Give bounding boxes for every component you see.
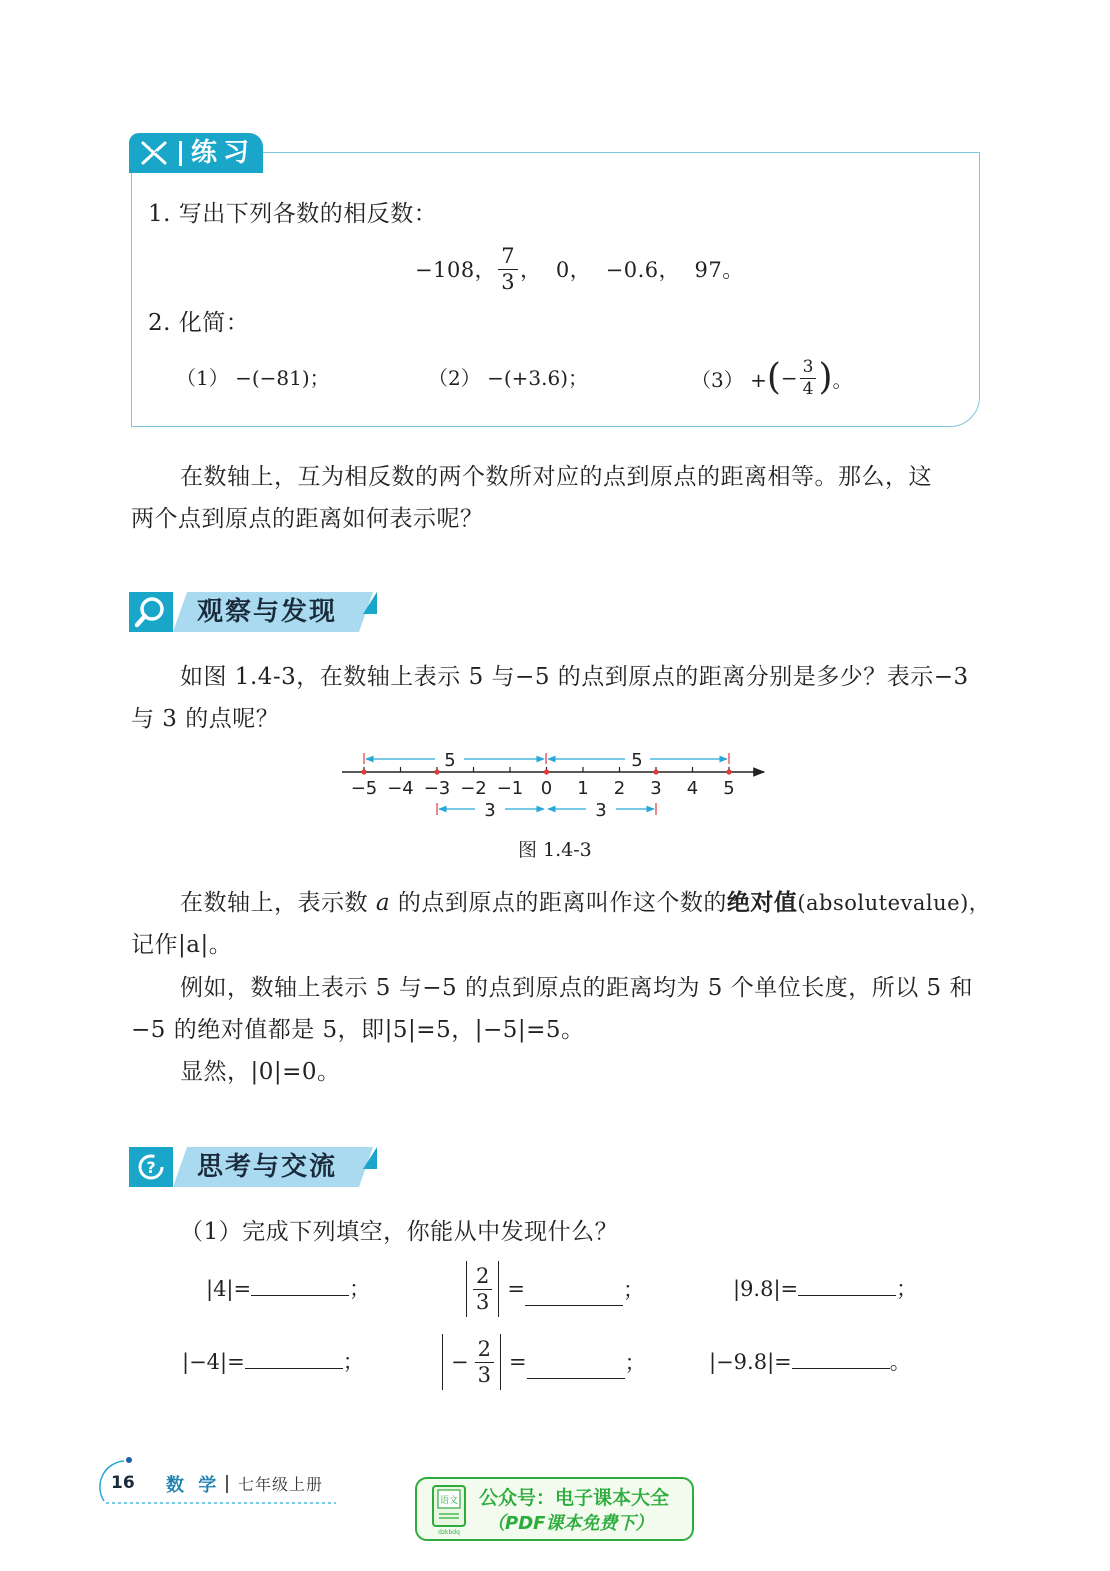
highlight-point	[653, 769, 658, 774]
answer-blank[interactable]	[245, 1346, 343, 1369]
abs-bar-right	[500, 1334, 501, 1390]
exercise-title: 练习	[191, 138, 256, 168]
tick-label: 4	[686, 778, 699, 799]
q1-frac-den: 3	[501, 269, 516, 294]
r2c1-expr: |−4|=	[182, 1350, 245, 1374]
fill-r2c1	[182, 1341, 364, 1383]
exercise-tab	[129, 133, 263, 173]
r1c2-fraction	[473, 1263, 492, 1314]
definition-line-4: −5 的绝对值都是 5，即|5|=5，|−5|=5。	[131, 1017, 585, 1043]
tick-label: 1	[577, 778, 589, 799]
def-var: a	[375, 890, 391, 916]
number-line-figure	[340, 745, 770, 825]
badge-line-1: 公众号：电子课本大全	[479, 1487, 670, 1509]
tick-label: −4	[387, 778, 414, 799]
question-cycle-icon	[129, 1147, 173, 1187]
q2-item-3-fraction	[800, 356, 817, 399]
footer-separator	[226, 1475, 228, 1493]
exercise-q1: 1. 写出下列各数的相反数：	[148, 201, 438, 227]
abs-bar-left	[442, 1334, 443, 1390]
abs-bar-right	[498, 1261, 499, 1317]
q1-fraction	[498, 243, 518, 294]
paren-right: )	[818, 357, 833, 398]
exercise-q2: 2. 化简：	[148, 310, 250, 336]
definition-line-2: 记作|a|。	[131, 932, 233, 958]
magnifier-icon-box	[129, 592, 173, 632]
book-icon	[429, 1484, 475, 1536]
answer-blank[interactable]	[798, 1273, 896, 1296]
think-title: 思考与交流	[197, 1152, 338, 1182]
r2c3-expr: |−9.8|=	[709, 1350, 792, 1374]
highlight-point	[361, 769, 366, 774]
equals: =	[508, 1350, 527, 1374]
watermark-badge	[415, 1477, 694, 1541]
magnifier-icon	[129, 592, 173, 632]
abs-bar-left	[466, 1261, 467, 1317]
q2-frac-num: 3	[800, 359, 817, 379]
observe-title: 观察与发现	[197, 597, 338, 627]
svg-text:?: ?	[146, 1158, 156, 1177]
tab-separator	[179, 141, 182, 166]
definition-line-5: 显然，|0|=0。	[180, 1059, 341, 1085]
top-label-left: 5	[444, 750, 456, 771]
intro-line-1: 在数轴上，互为相反数的两个数所对应的点到原点的距离相等。那么，这	[180, 464, 932, 490]
def-bold-term: 绝对值	[726, 890, 798, 916]
question-icon-box	[129, 1147, 173, 1187]
tick-label: 3	[650, 778, 662, 799]
definition-line-1	[180, 882, 990, 924]
book-icon-sub: dzkbdq	[438, 1529, 460, 1536]
top-label-right: 5	[631, 750, 643, 771]
def-mid: 的点到原点的距离叫作这个数的	[390, 890, 727, 916]
answer-blank[interactable]	[251, 1273, 349, 1296]
r2c2-fraction	[475, 1336, 494, 1387]
r1c1-expr: |4|=	[206, 1277, 252, 1301]
answer-blank[interactable]	[525, 1283, 623, 1306]
highlight-point	[434, 769, 439, 774]
def-pre: 在数轴上，表示数	[180, 890, 376, 916]
r2c2-den: 3	[477, 1362, 491, 1387]
r1c2-num: 2	[473, 1266, 492, 1290]
fill-r2c2	[442, 1333, 646, 1391]
r1c3-expr: |9.8|=	[733, 1277, 799, 1301]
bottom-label-right: 3	[595, 800, 607, 821]
intro-line-2: 两个点到原点的距离如何表示呢？	[131, 506, 484, 532]
fill-r1c2	[466, 1260, 644, 1318]
q2-item-3-post: 。	[832, 367, 853, 392]
tick-label: 5	[723, 778, 735, 799]
footer-grade: 七年级上册	[238, 1475, 324, 1494]
fill-r1c3	[733, 1268, 917, 1310]
tick-label: −3	[423, 778, 451, 799]
fill-r2c3	[709, 1341, 911, 1383]
tick-label: −5	[350, 778, 378, 799]
highlight-point	[726, 769, 731, 774]
semicolon: ；	[624, 1351, 646, 1375]
paren-left: (	[766, 357, 781, 398]
q2-item-1: （1） −(−81)；	[176, 366, 330, 390]
r2c2-num: 2	[475, 1339, 494, 1363]
exercise-q1-numbers	[415, 244, 744, 294]
def-post: (absolutevalue)，	[797, 891, 991, 915]
r1c2-den: 3	[476, 1289, 490, 1314]
think-prompt: （1）完成下列填空，你能从中发现什么？	[180, 1219, 619, 1245]
observe-line-1: 如图 1.4-3，在数轴上表示 5 与−5 的点到原点的距离分别是多少？表示−3	[180, 664, 969, 690]
semicolon: ；	[342, 1350, 364, 1374]
semicolon: ；	[622, 1278, 644, 1302]
q2-item-3: （3） + ( − $\frac{3}{4}$ ) 。	[691, 356, 853, 399]
tick-label: −2	[460, 778, 487, 799]
semicolon: ；	[349, 1277, 371, 1301]
tick-label: 0	[540, 778, 553, 799]
q2-item-3-pre: （3） +	[691, 367, 767, 392]
q1-num-a: −108，	[415, 258, 497, 282]
semicolon: ；	[896, 1277, 918, 1301]
period: 。	[889, 1350, 911, 1374]
q2-frac-den: 4	[802, 378, 814, 399]
book-icon-text: 语文	[439, 1496, 459, 1506]
definition-line-3: 例如，数轴上表示 5 与−5 的点到原点的距离均为 5 个单位长度，所以 5 和	[180, 975, 973, 1001]
answer-blank[interactable]	[792, 1346, 890, 1369]
highlight-point	[544, 769, 549, 774]
pencil-ruler-icon	[139, 139, 171, 167]
think-header	[129, 1147, 379, 1187]
observe-line-2: 与 3 的点呢？	[131, 706, 280, 732]
answer-blank[interactable]	[527, 1356, 625, 1379]
badge-line-2: （PDF课本免费下）	[487, 1513, 654, 1534]
bottom-label-left: 3	[484, 800, 496, 821]
footer-subject: 数 学	[166, 1475, 221, 1496]
fill-r1c1	[206, 1268, 370, 1310]
equals: =	[507, 1277, 525, 1301]
r2c2-sign: −	[451, 1350, 469, 1374]
tick-label: 2	[613, 778, 626, 799]
observe-header	[129, 592, 379, 632]
q2-item-2: （2） −(+3.6)；	[428, 366, 589, 390]
q1-num-b: ， 0， −0.6， 97。	[520, 258, 744, 282]
figure-caption: 图 1.4-3	[518, 839, 592, 861]
page-number: 16	[111, 1473, 135, 1493]
q1-frac-num: 7	[498, 246, 518, 270]
tick-label: −1	[496, 778, 524, 799]
